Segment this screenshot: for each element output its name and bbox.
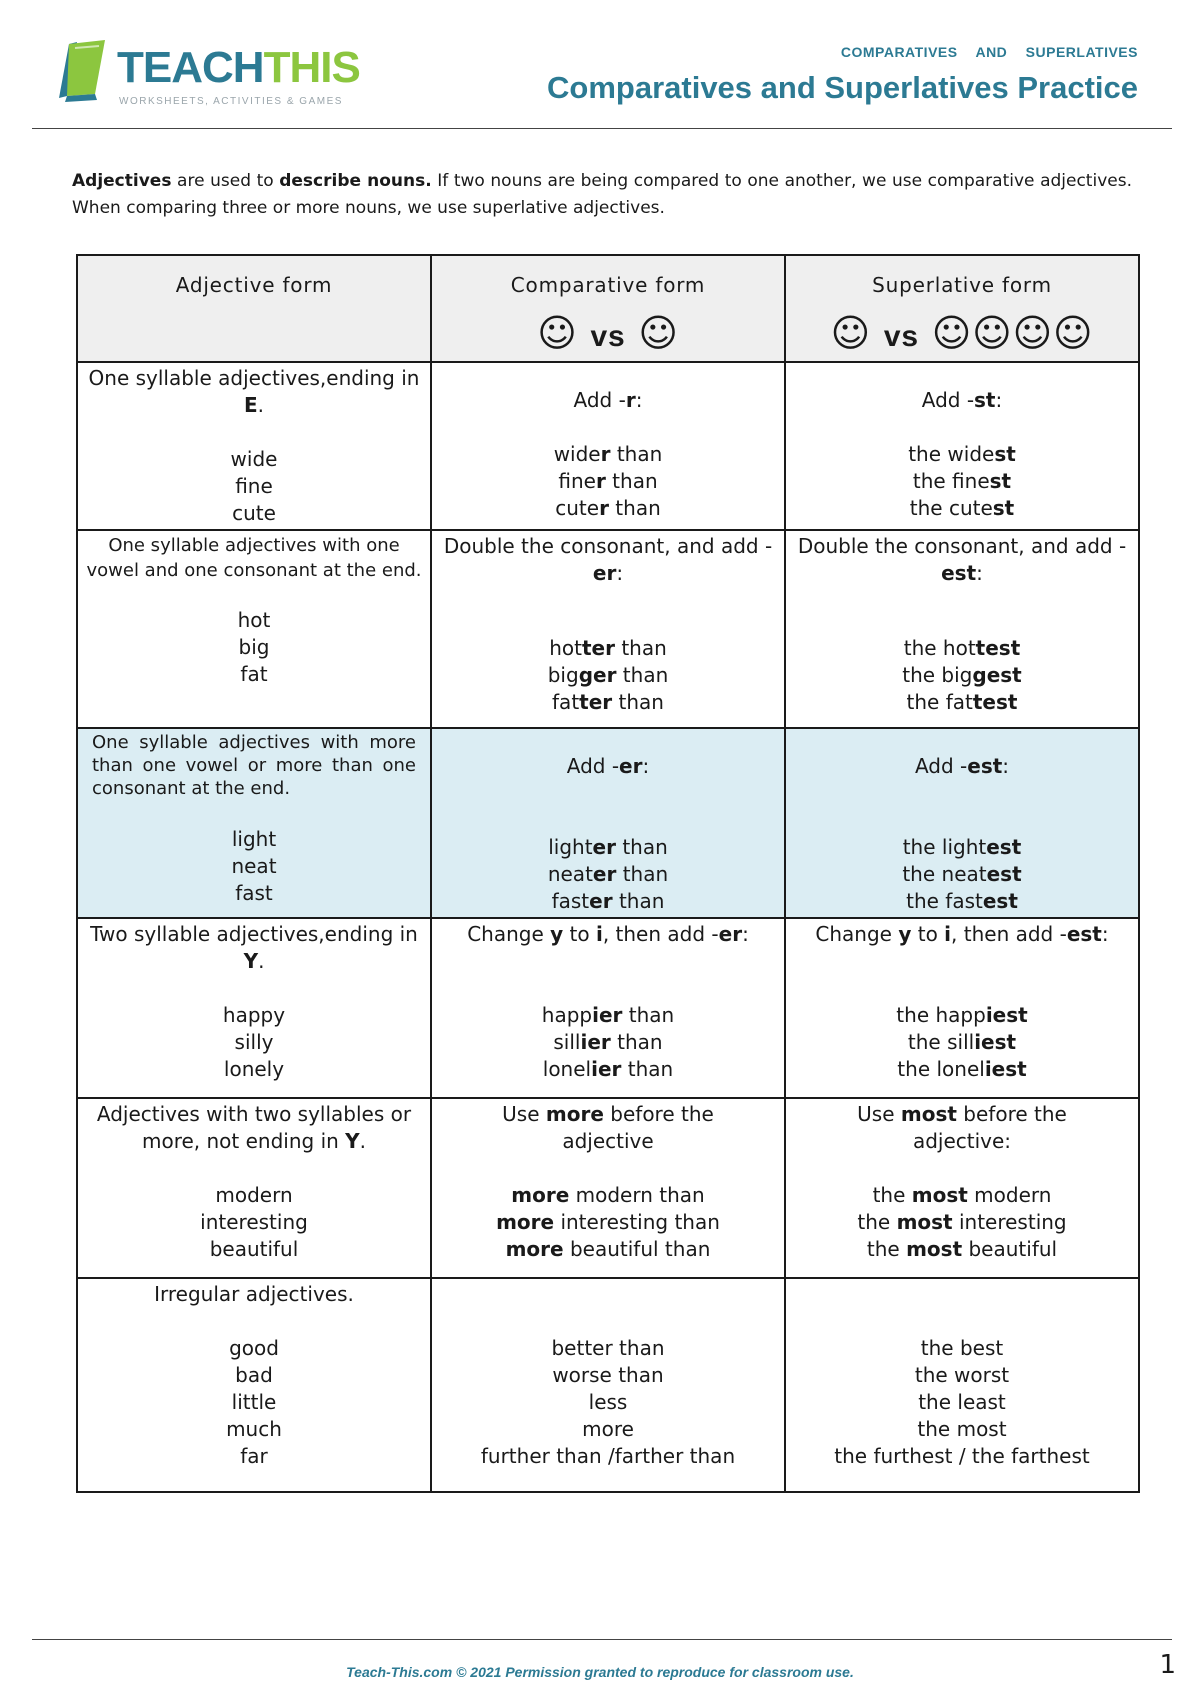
adjective-cell (77, 728, 431, 918)
adjective-word: lonely (223, 1057, 285, 1081)
adjective-cell (77, 1098, 431, 1278)
adjective-word: cute (232, 501, 276, 525)
logo-this-text: THIS (263, 43, 360, 92)
adjective-word: fine (235, 474, 273, 498)
superlative-example: the hottest (903, 636, 1021, 660)
table-header-row (77, 255, 1139, 362)
adjective-word: wide (230, 447, 278, 471)
comparative-cell (431, 918, 785, 1098)
adjective-word: hot (237, 608, 271, 632)
superlative-example: the cutest (909, 496, 1015, 520)
adjective-word: good (229, 1336, 279, 1360)
adjective-cell (77, 530, 431, 728)
vs-label: vs (883, 320, 919, 353)
comparative-cell (431, 1278, 785, 1492)
superlative-rule: Change y to i, then add -est: (815, 922, 1109, 946)
comparative-example: bigger than (547, 663, 669, 687)
adjective-word: far (240, 1444, 268, 1468)
adjective-cell (77, 362, 431, 530)
adjective-cell (77, 1278, 431, 1492)
superlative-example: the biggest (902, 663, 1022, 687)
footer-divider (32, 1639, 1172, 1640)
adjective-cell (77, 918, 431, 1098)
superlative-example: the best (920, 1336, 1004, 1360)
adjective-word: modern (215, 1183, 293, 1207)
comparative-example: hotter than (549, 636, 667, 660)
adjective-rule: One syllable adjectives,ending in E. (88, 366, 420, 417)
comparative-cell (431, 1098, 785, 1278)
header-superlative-label: Superlative form (872, 273, 1052, 297)
comparative-example: more (582, 1417, 634, 1441)
superlative-example: the neatest (902, 862, 1022, 886)
adjective-word: interesting (200, 1210, 308, 1234)
superlative-rule: Double the consonant, and add -est: (797, 534, 1127, 585)
adjective-rule: One syllable adjectives with one vowel and one consonant at the end. (86, 535, 422, 581)
intro-text-2: If two nouns are being compared to one another, we use comparative adjectives. When comparing three or more nouns, we use superlative adjectives. (72, 171, 1132, 218)
comparative-smiley-icons (434, 311, 782, 359)
comparative-rule: Use more before the adjective (502, 1102, 714, 1153)
comparative-rule: Add -er: (566, 754, 650, 778)
page-number: 1 (1159, 1650, 1176, 1680)
superlative-example: the most interesting (857, 1210, 1067, 1234)
superlative-cell (785, 918, 1139, 1098)
adjective-rule: Two syllable adjectives,ending in Y. (90, 922, 418, 973)
header-adjective (77, 255, 431, 362)
comparatives-table (76, 254, 1140, 1493)
comparative-example: cuter than (555, 496, 661, 520)
logo-tagline: WORKSHEETS, ACTIVITIES & GAMES (119, 96, 343, 107)
header-divider (32, 128, 1172, 129)
comparative-cell (431, 362, 785, 530)
superlative-rule: Add -st: (921, 388, 1003, 412)
comparative-example: happier than (541, 1003, 675, 1027)
superlative-cell (785, 362, 1139, 530)
superlative-rule: Add -est: (914, 754, 1010, 778)
intro-text-1: are used to (171, 171, 280, 191)
intro-bold-2: describe nouns. (279, 171, 432, 191)
superlative-example: the widest (908, 442, 1016, 466)
adjective-word: big (238, 635, 270, 659)
logo-teach-text: TEACH (117, 43, 264, 92)
smiley-group-icon: ☺☺☺☺ (931, 311, 1094, 355)
comparative-example: sillier than (553, 1030, 663, 1054)
header-comparative (431, 255, 785, 362)
topic-label: COMPARATIVES AND SUPERLATIVES (840, 44, 1138, 60)
comparative-example: more modern than (511, 1183, 705, 1207)
intro-bold-1: Adjectives (72, 171, 172, 191)
adjective-word: much (226, 1417, 282, 1441)
superlative-example: the fastest (906, 889, 1018, 913)
table-row (77, 1098, 1139, 1278)
superlative-example: the fattest (906, 690, 1018, 714)
adjective-rule: Adjectives with two syllables or more, not ending in Y. (96, 1102, 412, 1153)
adjective-word: beautiful (209, 1237, 299, 1261)
superlative-cell (785, 1098, 1139, 1278)
comparative-example: neater than (547, 862, 669, 886)
header-adjective-label: Adjective form (175, 273, 333, 297)
superlative-cell (785, 530, 1139, 728)
comparative-example: less (588, 1390, 628, 1414)
page-title: Comparatives and Superlatives Practice (547, 70, 1138, 105)
superlative-example: the most modern (872, 1183, 1052, 1207)
comparative-example: fatter than (552, 690, 664, 714)
comparative-example: faster than (551, 889, 665, 913)
table-row (77, 530, 1139, 728)
smiley-icon: ☺ (537, 311, 578, 355)
superlative-example: the silliest (907, 1030, 1017, 1054)
comparative-example: finer than (558, 469, 658, 493)
superlative-example: the most (917, 1417, 1007, 1441)
superlative-example: the most beautiful (866, 1237, 1058, 1261)
comparative-rule: Add -r: (573, 388, 643, 412)
table-row (77, 362, 1139, 530)
smiley-icon: ☺ (638, 311, 679, 355)
comparative-example: worse than (552, 1363, 664, 1387)
adjective-rule: Irregular adjectives. (154, 1282, 354, 1306)
superlative-rule: Use most before the adjective: (857, 1102, 1067, 1153)
comparative-rule: Change y to i, then add -er: (467, 922, 749, 946)
superlative-example: the happiest (896, 1003, 1028, 1027)
vs-label: vs (590, 320, 626, 353)
superlative-cell (785, 1278, 1139, 1492)
comparative-rule: Double the consonant, and add -er: (443, 534, 773, 585)
adjective-word: little (231, 1390, 277, 1414)
superlative-cell (785, 728, 1139, 918)
comparative-example: further than /farther than (480, 1444, 736, 1468)
comparative-cell (431, 530, 785, 728)
comparative-cell (431, 728, 785, 918)
superlative-example: the furthest / the farthest (834, 1444, 1090, 1468)
superlative-example: the least (918, 1390, 1006, 1414)
superlative-example: the loneliest (897, 1057, 1027, 1081)
comparative-example: more interesting than (496, 1210, 720, 1234)
copyright-note: Teach-This.com © 2021 Permission granted to reproduce for classroom use. (346, 1664, 854, 1680)
header-superlative (785, 255, 1139, 362)
comparative-example: lonelier than (542, 1057, 674, 1081)
adjective-word: happy (222, 1003, 286, 1027)
comparative-example: better than (551, 1336, 665, 1360)
adjective-word: light (231, 827, 277, 851)
table-row (77, 728, 1139, 918)
superlative-smiley-icons (788, 311, 1136, 359)
adjective-word: bad (235, 1363, 273, 1387)
adjective-word: fast (235, 881, 273, 905)
superlative-example: the finest (912, 469, 1012, 493)
header-comparative-label: Comparative form (510, 273, 706, 297)
page-header (0, 0, 1200, 130)
table-row (77, 1278, 1139, 1492)
book-icon (55, 38, 115, 106)
comparative-example: wider than (553, 442, 663, 466)
smiley-icon: ☺ (830, 311, 871, 355)
comparative-example: lighter than (548, 835, 668, 859)
adjective-word: neat (231, 854, 277, 878)
adjective-word: fat (240, 662, 268, 686)
intro-paragraph (72, 168, 1132, 222)
superlative-example: the lightest (902, 835, 1022, 859)
table-row (77, 918, 1139, 1098)
adjective-rule: One syllable adjectives with more than one vowel or more than one consonant at the end. (92, 732, 416, 799)
adjective-word: silly (234, 1030, 274, 1054)
comparative-example: more beautiful than (505, 1237, 711, 1261)
superlative-example: the worst (914, 1363, 1010, 1387)
teachthis-logo (55, 38, 360, 113)
